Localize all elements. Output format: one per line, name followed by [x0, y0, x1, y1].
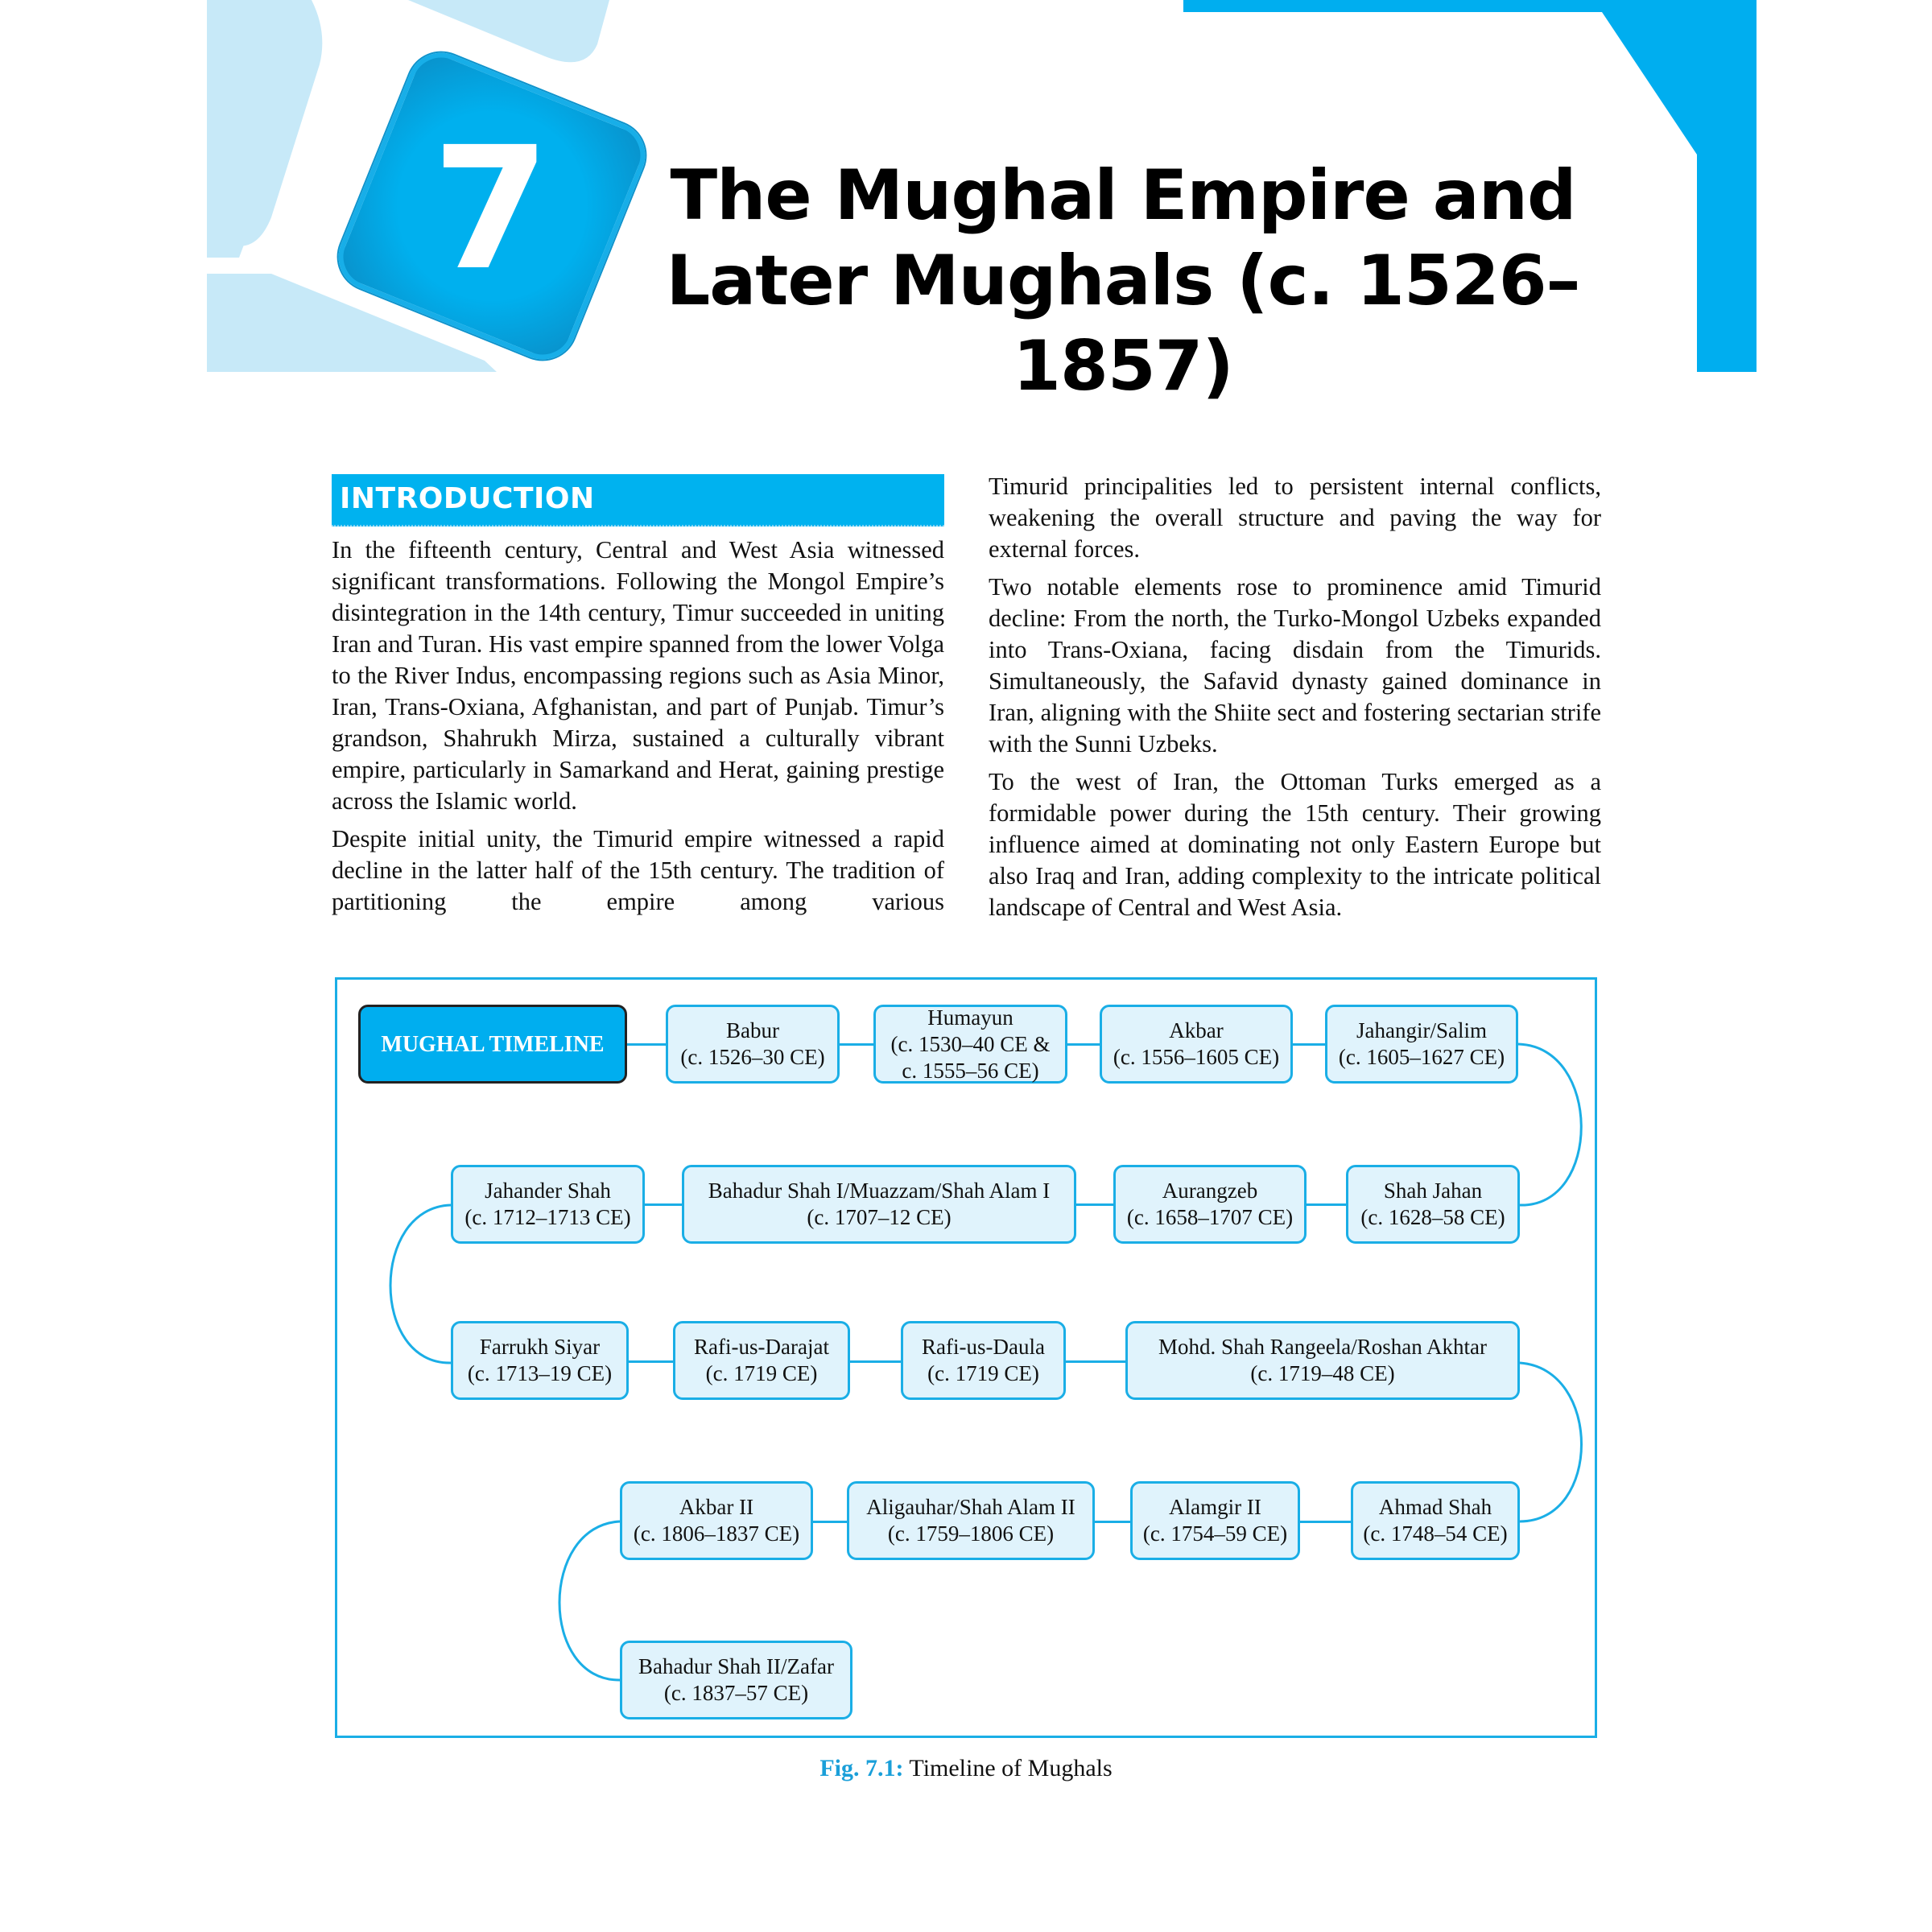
ruler-name: Jahangir/Salim [1356, 1018, 1487, 1042]
ruler-name: Akbar [1169, 1018, 1224, 1042]
paragraph: In the fifteenth century, Central and West Asia witnessed significant transformations. Following the Mongol Empire’s disintegration in the 14th century, Timur succeeded in uniting Iran and Turan. His vast empire spanned from the lower Volga to the River Indus, encompassing regions such as Asia Minor, Iran, Trans-Oxiana, Afghanistan, and part of Punjab. Timur’s grandson, Shahrukh Mirza, sustained a culturally vibrant empire, particularly in Samarkand and Herat, gaining prestige across the Islamic world. [332, 536, 944, 815]
ruler-name: Akbar II [679, 1495, 754, 1519]
introduction-heading: INTRODUCTION [340, 482, 595, 515]
ruler-period: (c. 1713–19 CE) [467, 1361, 613, 1385]
ruler-period: (c. 1806–1837 CE) [633, 1521, 800, 1546]
ruler-period: (c. 1707–12 CE) [807, 1205, 952, 1229]
paragraph: Despite initial unity, the Timurid empire witnessed a rapid decline in the latter half of the 15th century. The tradition of partitioning the empire among various [332, 825, 944, 915]
timeline-node-jahander-shah [451, 1165, 645, 1244]
ruler-period: (c. 1526–30 CE) [680, 1045, 825, 1069]
timeline-node-farrukh-siyar [451, 1321, 629, 1400]
paragraph: Two notable elements rose to prominence amid Timurid decline: From the north, the Turko-Mongol Uzbeks expanded into Trans-Oxiana, facing disdain from the Timurids. Simultaneously, the Safavid dynasty gained dominance in Iran, aligning with the Shiite sect and fostering sectarian strife with the Sunni Uzbeks. [989, 573, 1601, 758]
ruler-period: (c. 1605–1627 CE) [1338, 1045, 1505, 1069]
ruler-name: Bahadur Shah II/Zafar [638, 1654, 834, 1678]
ruler-name: Aligauhar/Shah Alam II [866, 1495, 1075, 1519]
ruler-period: (c. 1712–1713 CE) [464, 1205, 631, 1229]
ruler-period: (c. 1748–54 CE) [1363, 1521, 1508, 1546]
figure-label: Fig. 7.1: [819, 1755, 904, 1781]
timeline-node-rafi-us-daula [901, 1321, 1066, 1400]
ruler-period: (c. 1837–57 CE) [663, 1681, 809, 1705]
ruler-name: Humayun [927, 1005, 1013, 1030]
timeline-node-bahadur-shah-i [682, 1165, 1076, 1244]
timeline-node-mohd-shah [1125, 1321, 1520, 1400]
ruler-period: (c. 1556–1605 CE) [1113, 1045, 1280, 1069]
ruler-name: Mohd. Shah Rangeela/Roshan Akhtar [1158, 1335, 1487, 1359]
ruler-name: Aurangzeb [1162, 1179, 1258, 1203]
ruler-period: (c. 1628–58 CE) [1360, 1205, 1505, 1229]
figure-caption-text: Timeline of Mughals [903, 1755, 1113, 1781]
ruler-name: Bahadur Shah I/Muazzam/Shah Alam I [708, 1179, 1051, 1203]
ruler-name: Shah Jahan [1383, 1179, 1483, 1203]
ruler-period: (c. 1759–1806 CE) [887, 1521, 1055, 1546]
timeline-node-alamgir-ii [1130, 1481, 1300, 1560]
ruler-period: (c. 1719 CE) [705, 1361, 818, 1385]
timeline-node-babur [666, 1005, 840, 1084]
timeline-node-humayun [873, 1005, 1067, 1084]
timeline-node-rafi-us-darajat [673, 1321, 850, 1400]
timeline-node-jahangir [1325, 1005, 1518, 1084]
timeline-node-aurangzeb [1113, 1165, 1307, 1244]
chapter-title-line-2: Later Mughals (c. 1526–1857) [666, 241, 1580, 407]
figure-caption [0, 1755, 1932, 1782]
ruler-name: Ahmad Shah [1378, 1495, 1492, 1519]
timeline-node-ahmad-shah [1351, 1481, 1520, 1560]
ruler-period: (c. 1658–1707 CE) [1126, 1205, 1294, 1229]
ruler-period: (c. 1719 CE) [927, 1361, 1039, 1385]
ruler-period-2: c. 1555–56 CE) [902, 1058, 1039, 1083]
ruler-period: (c. 1719–48 CE) [1250, 1361, 1395, 1385]
timeline-node-akbar-ii [620, 1481, 813, 1560]
ruler-name: Babur [726, 1018, 779, 1042]
ruler-name: Alamgir II [1169, 1495, 1261, 1519]
ruler-name: Jahander Shah [485, 1179, 611, 1203]
timeline-node-shah-alam-ii [847, 1481, 1095, 1560]
ruler-name: Rafi-us-Darajat [694, 1335, 829, 1359]
timeline-node-shah-jahan [1346, 1165, 1520, 1244]
ruler-period: (c. 1754–59 CE) [1142, 1521, 1288, 1546]
timeline-node-bahadur-shah-ii [620, 1641, 852, 1719]
ruler-name: Rafi-us-Daula [922, 1335, 1045, 1359]
chapter-title-line-1: The Mughal Empire and [670, 155, 1576, 236]
paragraph: To the west of Iran, the Ottoman Turks emerged as a formidable power during the 15th century. Their growing influence aimed at dominating not only Eastern Europe but also Iraq and Iran, adding complexity to the intricate political landscape of Central and West Asia. [989, 768, 1601, 921]
timeline-node-akbar [1100, 1005, 1293, 1084]
ruler-name: Farrukh Siyar [479, 1335, 601, 1359]
timeline-title: MUGHAL TIMELINE [358, 1005, 627, 1084]
chapter-number: 7 [431, 110, 551, 308]
paragraph: Timurid principalities led to persistent internal conflicts, weakening the overall structure and paving the way for external forces. [989, 473, 1601, 563]
ruler-period: (c. 1530–40 CE & [890, 1031, 1051, 1056]
